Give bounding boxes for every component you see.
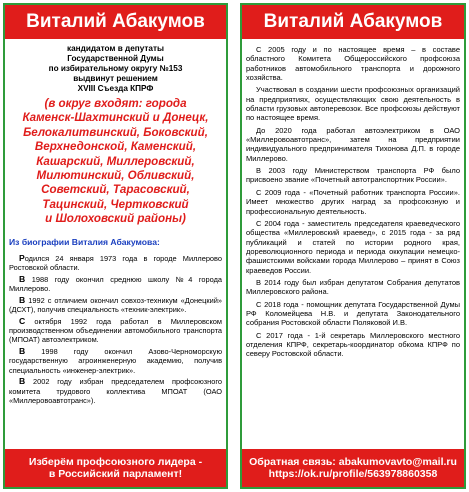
paragraph-text: 1998 году окончил Азово-Черноморскую государственную агроинженерную академию, получив специальность «инженер-электрик». <box>9 347 222 375</box>
bio-paragraph: С 2005 году и по настоящее время – в составе областного Комитета Общероссийского профсоюза работников автомобильного транспорта и дорожного хозяйства. <box>246 45 460 83</box>
drop-letter: В <box>19 294 26 305</box>
district-line: и Шолоховский районы) <box>45 212 186 226</box>
bio-paragraph: В 2003 году Министерством транспорта РФ было присвоено звание «Почетный автотранспортник России». <box>246 166 460 185</box>
district-line: Каменск-Шахтинский и Донецк, <box>22 111 209 125</box>
intro-line: Государственной Думы <box>67 54 164 63</box>
paragraph-text: 1992 с отличием окончил совхоз-техникум «Донецкий» (ДСХТ), получив специальность «техник-электрик». <box>9 295 222 315</box>
bio-paragraph: С 2004 года - заместитель председателя краеведческого общества «Миллеровский краевед», с 2015 года - за ряд публикаций и статей по истории родного края, дореволюционного периода и периода оккупации немецко-фашистскими войсками города Миллерово – принят в Союз краеведов России. <box>246 218 460 275</box>
district-line: Советский, Тарасовский, <box>41 183 190 197</box>
left-body <box>9 42 222 447</box>
paragraph-text: октября 1992 года работал в Миллеровском производственном объединении автомобильного транспорта (МПОАТ) автоэлектриком. <box>9 316 222 345</box>
bio-paragraph: С 2018 года - помощник депутата Государственной Думы РФ Коломейцева Н.В. и депутата Законодательного собрания Ростовской области Поляковой И.В. <box>246 299 460 328</box>
right-footer-contacts <box>242 449 464 487</box>
slogan-line: Изберём профсоюзного лидера - <box>28 456 203 468</box>
district-list <box>9 97 222 227</box>
district-line: Кашарский, Миллеровский, <box>36 154 195 168</box>
nomination-intro <box>9 44 222 94</box>
drop-letter: В <box>19 273 26 284</box>
district-line: (в округ входят: города <box>44 97 187 110</box>
bio-paragraph <box>9 377 222 405</box>
intro-line: кандидатом в депутаты <box>67 44 164 53</box>
contact-email[interactable]: Обратная связь: abakumovavto@mail.ru <box>249 456 457 468</box>
paragraph-text: 1988 году окончил среднюю школу №4 города Миллерово. <box>9 274 222 294</box>
bio-paragraph <box>9 347 222 375</box>
drop-letter: Р <box>19 252 25 263</box>
intro-line: XVIII Съезда КПРФ <box>77 84 154 93</box>
bio-paragraph <box>9 296 222 315</box>
intro-line: выдвинут решением <box>73 74 158 83</box>
left-header-name: Виталий Абакумов <box>5 5 226 39</box>
paragraph-text: одился 24 января 1973 года в городе Миллерово Ростовской области. <box>9 253 222 273</box>
biography-heading: Из биографии Виталия Абакумова: <box>9 236 160 247</box>
right-header-name: Виталий Абакумов <box>242 5 464 39</box>
bio-paragraph <box>9 275 222 294</box>
right-body <box>246 45 460 447</box>
bio-paragraph: В 2014 году был избран депутатом Собрания депутатов Миллеровского района. <box>246 277 460 297</box>
slogan-line: в Российский парламент! <box>48 468 183 480</box>
bio-paragraph: До 2020 года работал автоэлектриком в ОАО «Миллеровоавтотранс», затем на предприятии индивидуального предпринимателя Тихонова Д.П. в городе Миллерово. <box>246 125 460 163</box>
intro-line: по избирательному округу №153 <box>48 64 183 73</box>
bio-paragraph <box>9 254 222 273</box>
bio-paragraph: Участвовал в создании шести профсоюзных организаций на предприятиях, осуществляющих свою деятельность в области грузовых автоперевозок. Все профсоюзы действуют по настоящее время. <box>246 85 460 123</box>
district-line: Тацинский, Чертковский <box>42 197 189 211</box>
drop-letter: В <box>19 376 26 387</box>
drop-letter: С <box>19 315 26 326</box>
contact-profile-link[interactable]: https://ok.ru/profile/563978860358 <box>268 468 438 480</box>
bio-paragraph: С 2009 года - «Почетный работник транспорта России». Имеет множество других наград за профсоюзную и профессиональную деятельность. <box>246 187 460 216</box>
bio-paragraph <box>9 317 222 345</box>
paragraph-text: 2002 году избран председателем профсоюзного комитета трудового коллектива МПОАТ (ОАО «Миллеровоавтотранс»). <box>9 377 222 406</box>
district-line: Верхнедонской, Каменский, <box>34 140 197 154</box>
left-footer-slogan <box>5 449 226 487</box>
drop-letter: В <box>19 346 26 357</box>
district-line: Милютинский, Обливский, <box>36 169 195 183</box>
left-leaflet <box>0 0 231 492</box>
district-line: Белокалитвинский, Боковский, <box>23 125 208 139</box>
bio-paragraph: С 2017 года - 1-й секретарь Миллеровского местного отделения КПРФ, секретарь-координатор обкома КПРФ по северу Ростовской области. <box>246 330 460 359</box>
right-leaflet <box>237 0 469 492</box>
